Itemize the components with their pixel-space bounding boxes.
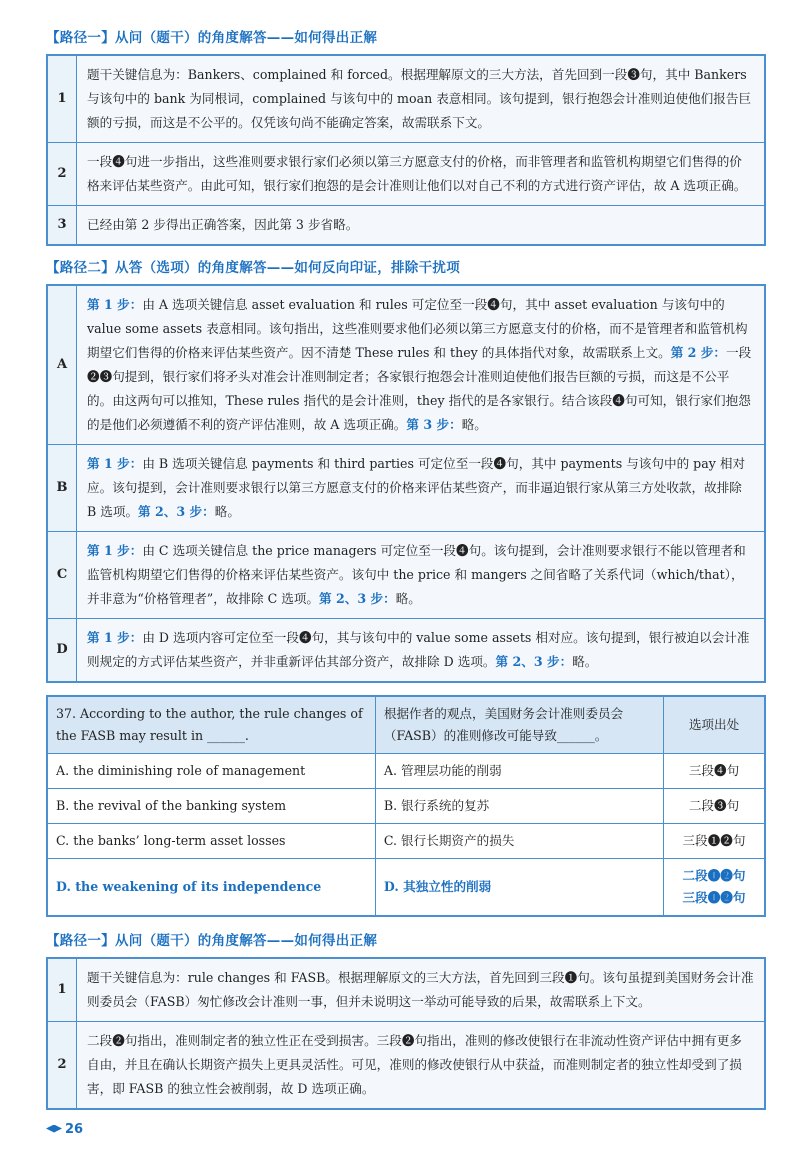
option-english: B. the revival of the banking system [47, 789, 375, 824]
option-chinese: A. 管理层功能的削弱 [375, 754, 663, 789]
option-source: 三段❹句 [664, 754, 766, 789]
graduation-cap-icon [46, 1125, 62, 1135]
path1-q37-steps-table [46, 957, 766, 1110]
option-chinese: C. 银行长期资产的损失 [375, 824, 663, 859]
path2-options-table [46, 284, 766, 683]
option-analysis: 第 1 步：由 C 选项关键信息 the price managers 可定位至一段❹句。该句提到，会计准则要求银行不能以管理者和监管机构期望它们售得的价格来评估某些资产。该句中 the price 和 mangers 之间省略了关系代词（which/that），并非意为“价格管理者”，故排除 C 选项。第 2、3 步：略。 [77, 532, 766, 619]
step-row [47, 958, 765, 1022]
option-label: B [47, 445, 77, 532]
step-number: 1 [47, 55, 77, 143]
option-analysis: 第 1 步：由 A 选项关键信息 asset evaluation 和 rules 可定位至一段❹句，其中 asset evaluation 与该句中的 value some assets 表意相同。该句指出，这些准则要求他们必须以第三方愿意支付的价格，而不是管理者和监管机构期望它们售得的价格来评估某些资产。因不清楚 These rules 和 they 的具体指代对象，故需联系上文。第 2 步：一段❷❸句提到，银行家们将矛头对准会计准则制定者；各家银行抱怨会计准则迫使他们报告巨额的亏损，而这是不公平的。由这两句可以推知，These rules 指代的是会计准则，they 指代的是各家银行。结合该段❹句可知，银行家们抱怨的是他们必须遵循不利的资产评估准则，故 A 选项正确。第 3 步：略。 [77, 285, 766, 445]
option-row-d [47, 619, 765, 683]
question-option-row [47, 824, 765, 859]
question-header-row [47, 696, 765, 754]
source-header: 选项出处 [664, 696, 766, 754]
option-label: C [47, 532, 77, 619]
option-chinese: B. 银行系统的复苏 [375, 789, 663, 824]
question-option-row [47, 789, 765, 824]
section-heading-path1-q37: 【路径一】从问（题干）的角度解答——如何得出正解 [46, 933, 378, 949]
step-text: 已经由第 2 步得出正确答案，因此第 3 步省略。 [77, 206, 766, 246]
step-number: 2 [47, 1022, 77, 1110]
question-37-table [46, 695, 766, 917]
question-option-row [47, 754, 765, 789]
step-row [47, 206, 765, 246]
option-source: 二段❸句 [664, 789, 766, 824]
option-english: C. the banks’ long-term asset losses [47, 824, 375, 859]
step-row [47, 143, 765, 206]
section-heading-path2: 【路径二】从答（选项）的角度解答——如何反向印证，排除干扰项 [46, 260, 460, 276]
question-chinese: 根据作者的观点，美国财务会计准则委员会（FASB）的准则修改可能导致______。 [375, 696, 663, 754]
option-row-b [47, 445, 765, 532]
option-english: A. the diminishing role of management [47, 754, 375, 789]
step-text: 二段❷句指出，准则制定者的独立性正在受到损害。三段❷句指出，准则的修改使银行在非流动性资产评估中拥有更多自由，并且在确认长期资产损失上更具灵活性。可见，准则的修改使银行从中获益，而准则制定者的独立性却受到了损害，即 FASB 的独立性会被削弱，故 D 选项正确。 [77, 1022, 766, 1110]
step-number: 2 [47, 143, 77, 206]
step-row [47, 1022, 765, 1110]
option-source: 二段❶❷句 三段❶❷句 [664, 859, 766, 917]
section-heading-path1: 【路径一】从问（题干）的角度解答——如何得出正解 [46, 30, 378, 46]
option-chinese: D. 其独立性的削弱 [375, 859, 663, 917]
page-footer [46, 1122, 83, 1137]
page-number: 26 [65, 1122, 84, 1137]
option-label: A [47, 285, 77, 445]
option-row-a [47, 285, 765, 445]
option-analysis: 第 1 步：由 B 选项关键信息 payments 和 third parties 可定位至一段❹句，其中 payments 与该句中的 pay 相对应。该句提到，会计准则要求银行以第三方愿意支付的价格来评估某些资产，而非逼迫银行家从第三方处收款，故排除 B 选项。第 2、3 步：略。 [77, 445, 766, 532]
question-option-row-correct [47, 859, 765, 917]
path1-steps-table [46, 54, 766, 246]
option-row-c [47, 532, 765, 619]
step-number: 3 [47, 206, 77, 246]
option-analysis: 第 1 步：由 D 选项内容可定位至一段❹句，其与该句中的 value some assets 相对应。该句提到，银行被迫以会计准则规定的方式评估某些资产，并非重新评估其部分资产，故排除 D 选项。第 2、3 步：略。 [77, 619, 766, 683]
step-number: 1 [47, 958, 77, 1022]
option-english: D. the weakening of its independence [47, 859, 375, 917]
step-text: 一段❹句进一步指出，这些准则要求银行家们必须以第三方愿意支付的价格，而非管理者和监管机构期望它们售得的价格来评估某些资产。由此可知，银行家们抱怨的是会计准则让他们以对自己不利的方式进行资产评估，故 A 选项正确。 [77, 143, 766, 206]
question-english: 37. According to the author, the rule changes of the FASB may result in ______. [47, 696, 375, 754]
step-text: 题干关键信息为：Bankers、complained 和 forced。根据理解原文的三大方法，首先回到一段❸句，其中 Bankers 与该句中的 bank 为同根词，complained 与该句中的 moan 表意相同。该句提到，银行抱怨会计准则迫使他们报告巨额的亏损，而这是不公平的。仅凭该句尚不能确定答案，故需联系下文。 [77, 55, 766, 143]
page-content [46, 26, 766, 1110]
option-label: D [47, 619, 77, 683]
step-row [47, 55, 765, 143]
step-text: 题干关键信息为：rule changes 和 FASB。根据理解原文的三大方法，首先回到三段❶句。该句虽提到美国财务会计准则委员会（FASB）匆忙修改会计准则一事，但并未说明这一举动可能导致的后果，故需联系上下文。 [77, 958, 766, 1022]
option-source: 三段❶❷句 [664, 824, 766, 859]
